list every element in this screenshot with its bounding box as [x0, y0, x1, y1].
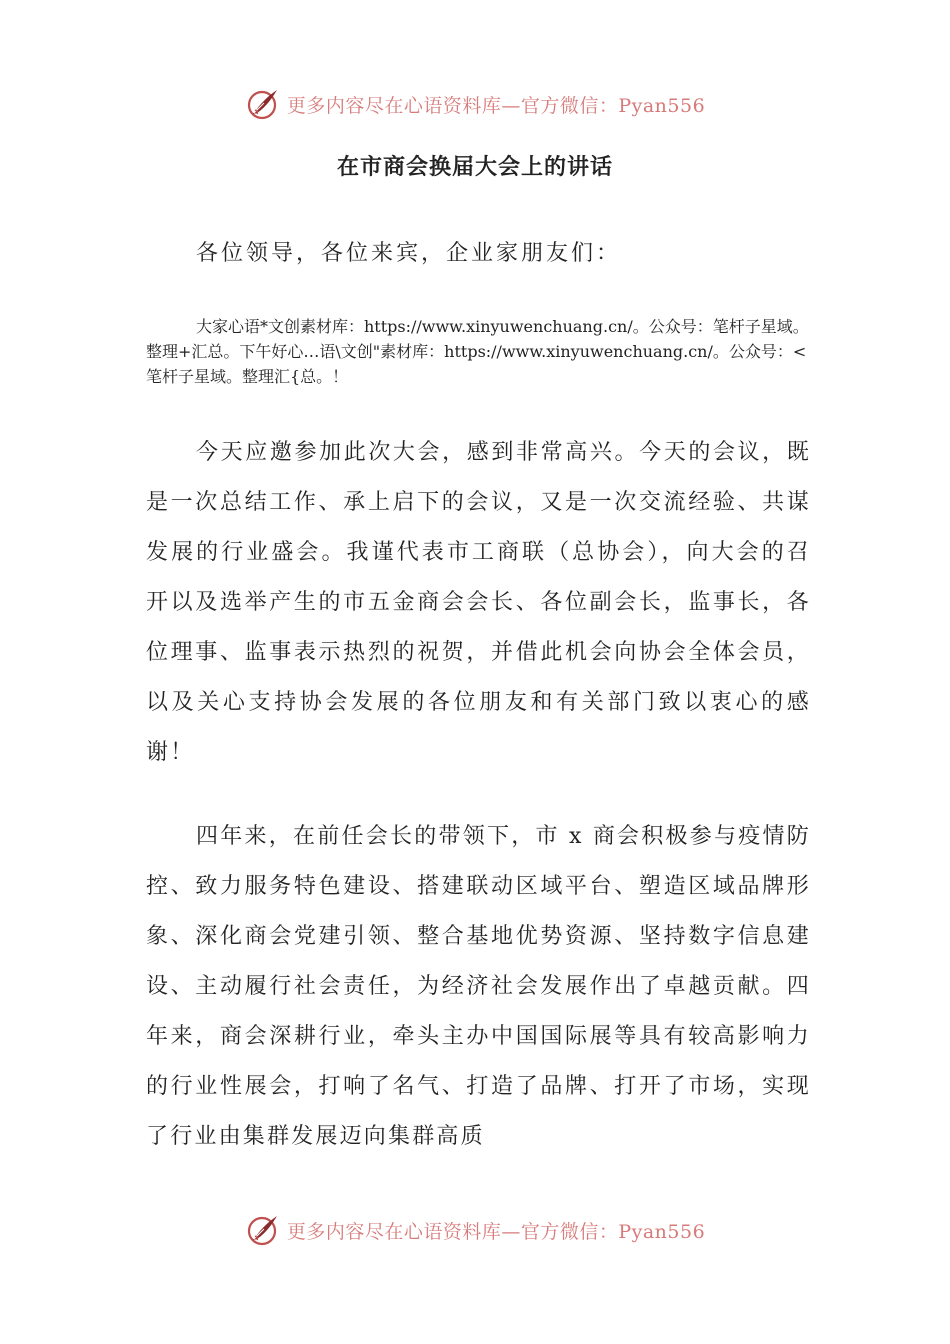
paragraph-2: 四年来，在前任会长的带领下，市 x 商会积极参与疫情防控、致力服务特色建设、搭建联动区域平台、塑造区域品牌形象、深化商会党建引领、整合基地优势资源、坚持数字信息建设、主动履行社会责任，为经济社会发展作出了卓越贡献。四年来，商会深耕行业，牵头主办中国国际展等具有较高影响力的行业性展会，打响了名气、打造了品牌、打开了市场，实现了行业由集群发展迈向集群高质 — [146, 824, 811, 1149]
paragraph-1: 今天应邀参加此次大会，感到非常高兴。今天的会议，既是一次总结工作、承上启下的会议，又是一次交流经验、共谋发展的行业盛会。我谨代表市工商联（总协会），向大会的召开以及选举产生的市五金商会会长、各位副会长，监事长，各位理事、监事表示热烈的祝贺，并借此机会向协会全体会员，以及关心支持协会发展的各位朋友和有关部门致以衷心的感谢！ — [146, 440, 811, 765]
footer-banner — [0, 1208, 950, 1252]
quill-pen-logo-icon — [245, 1212, 281, 1248]
header-banner — [0, 82, 950, 126]
notice-text: 大家心语*文创素材库：https://www.xinyuwenchuang.cn/。公众号：笔杆子星域。整理+汇总。下午好心…语\文创"素材库：https://www.xinyuwenchuang.cn/。公众号：<笔杆子星域。整理汇{总。！ — [146, 317, 809, 386]
document-title: 在市商会换届大会上的讲话 — [336, 154, 613, 180]
footer-banner-text: 更多内容尽在心语资料库—官方微信：Pyan556 — [286, 1220, 706, 1243]
header-banner-text: 更多内容尽在心语资料库—官方微信：Pyan556 — [286, 94, 706, 117]
quill-pen-logo-icon — [245, 86, 281, 122]
salutation: 各位领导，各位来宾，企业家朋友们： — [196, 241, 622, 266]
